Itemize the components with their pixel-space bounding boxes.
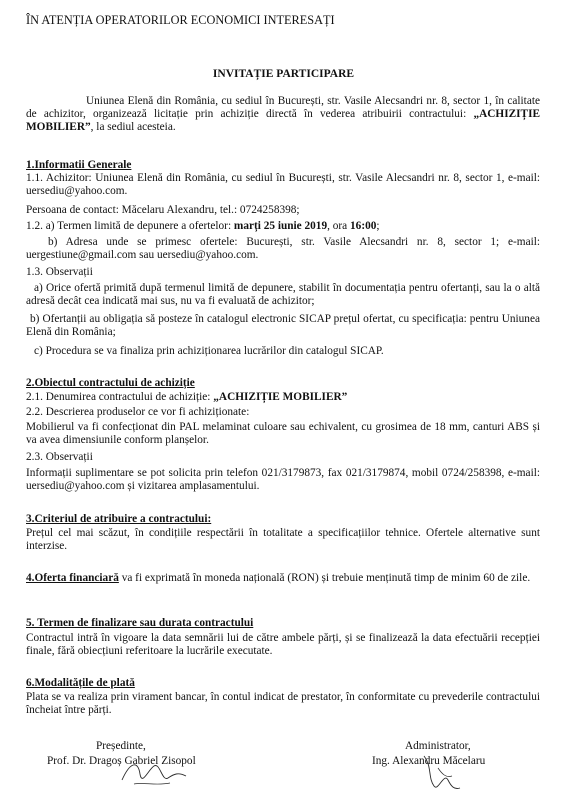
president-title: Președinte, <box>96 740 146 752</box>
section-5-heading: 5. Termen de finalizare sau durata contractului <box>26 617 254 629</box>
section-3-heading: 3.Criteriul de atribuire a contractului: <box>26 513 212 525</box>
item-2-3: 2.3. Observații <box>26 451 93 463</box>
section-6-heading: 6.Modalitățile de plată <box>26 677 135 689</box>
notice-header: ÎN ATENȚIA OPERATORILOR ECONOMICI INTERESAȚI <box>26 13 335 27</box>
president-signature <box>120 752 190 792</box>
observation-a: a) Orice ofertă primită după termenul limită de depunere, stabilit în documentația pentru ofertanți, sau la o altă adresă decât cea indicată mai sus, nu va fi evaluată de achizitor; <box>26 282 540 307</box>
item-1-3: 1.3. Observații <box>26 266 93 278</box>
contract-denomination-label: 2.1. Denumirea contractului de achiziție: <box>26 391 214 403</box>
administrator-title: Administrator, <box>405 740 471 752</box>
payment-terms: Plata se va realiza prin virament bancar, în contul indicat de prestator, în conformitate cu prevederile contractului încheiat între părți. <box>26 691 540 716</box>
contract-denomination: „ACHIZIȚIE MOBILIER” <box>213 391 348 403</box>
section-2-heading: 2.Obiectul contractului de achiziție <box>26 377 195 389</box>
administrator-signature <box>418 752 468 796</box>
deadline-label: 1.2. a) Termen limită de depunere a ofertelor: <box>26 220 234 232</box>
deadline-date: marți 25 iunie 2019 <box>233 220 328 232</box>
item-1-1: 1.1. Achizitor: Uniunea Elenă din România, cu sediul în București, str. Vasile Alecsandri nr. 8, sector 1, e-mail: uersediu@yahoo.com. <box>26 172 540 197</box>
observation-c: c) Procedura se va finaliza prin achiziționarea lucrărilor din catalogul SICAP. <box>34 345 384 357</box>
contract-name: „ACHIZIȚIE MOBILIER” <box>26 108 540 133</box>
item-1-2-a <box>26 220 380 233</box>
intro-text: Uniunea Elenă din România, cu sediul în București, str. Vasile Alecsandri nr. 8, sector 1, în calitate de achizitor, organizează licitație prin achiziție directă în vederea atribuirii contractului: <box>26 95 540 120</box>
deadline-end: ; <box>376 220 380 232</box>
contract-duration: Contractul intră în vigoare la data semnării lui de către ambele părți, și se finalizează la data efectuării recepției finale, fără obiecțiuni referitoare la lucrările executate. <box>26 632 540 657</box>
administrator-name: Ing. Alexandru Măcelaru <box>372 755 486 767</box>
financial-offer-text: va fi exprimată în moneda națională (RON) și trebuie menținută timp de minim 60 de zile. <box>118 572 531 584</box>
product-description: Mobilierul va fi confecționat din PAL melaminat culoare sau echivalent, cu grosimea de 18 mm, canturi ABS și va avea dimensiunile conform planșelor. <box>26 421 540 446</box>
section-4-heading: 4.Oferta financiară <box>26 572 119 584</box>
additional-info: Informații suplimentare se pot solicita prin telefon 021/3179873, fax 021/3179874, mobil 0724/258398, e-mail: uersediu@yahoo.com și vizitarea amplasamentului. <box>26 467 540 492</box>
award-criterion: Prețul cel mai scăzut, în condițiile respectării în totalitate a specificațiilor tehnice. Ofertele alternative sunt interzise. <box>26 527 540 552</box>
president-name: Prof. Dr. Dragoș Gabriel Zisopol <box>47 755 196 767</box>
item-2-2: 2.2. Descrierea produselor ce vor fi achiziționate: <box>26 406 250 418</box>
observation-b: b) Ofertanții au obligația să posteze în catalogul electronic SICAP prețul ofertat, cu specificația: pentru Uniunea Elenă din România; <box>26 313 540 338</box>
section-4 <box>26 572 540 585</box>
intro-text-end: , la sediul acesteia. <box>90 121 176 133</box>
document-title: INVITAȚIE PARTICIPARE <box>212 68 355 80</box>
deadline-mid: , ora <box>327 220 351 232</box>
item-2-1 <box>26 391 347 404</box>
intro-paragraph <box>26 95 540 134</box>
contact-person: Persoana de contact: Măcelaru Alexandru, tel.: 0724258398; <box>26 204 300 216</box>
item-1-2-b: b) Adresa unde se primesc ofertele: București, str. Vasile Alecsandri nr. 8, sector 1; e-mail: uergestiune@gmail.com sau uersediu@yahoo.com. <box>26 236 540 261</box>
deadline-time: 16:00 <box>350 220 377 232</box>
section-1-heading: 1.Informatii Generale <box>26 159 132 171</box>
